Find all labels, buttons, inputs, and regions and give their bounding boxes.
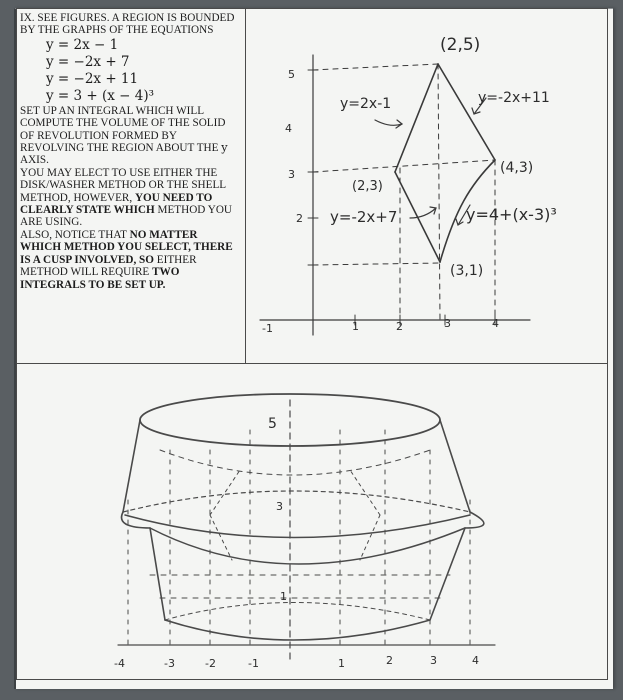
line-y-minus2x-11 (438, 64, 495, 160)
solid-x-tick-minus3: -3 (164, 657, 175, 670)
graph-x-tick-4: 4 (492, 317, 499, 330)
label-point-2-5: (2,5) (440, 35, 481, 55)
solid-x-tick-minus1: -1 (248, 657, 259, 670)
graph-x-tick-3: 3 (444, 317, 451, 330)
solid-x-tick-4: 4 (472, 654, 479, 667)
problem-heading: IX. SEE FIGURES. A REGION IS BOUNDED BY THE GRAPHS OF THE EQUATIONS (20, 12, 235, 37)
graph-x-tick-1: 1 (352, 320, 359, 333)
solid-x-tick-minus2: -2 (205, 657, 216, 670)
label-line-minus2x-11: y=-2x+11 (478, 90, 550, 106)
solid-x-tick-2: 2 (386, 654, 393, 667)
equation-2: y = −2x + 7 (46, 53, 130, 70)
instructions-2: YOU MAY ELECT TO USE EITHER THE DISK/WASHER METHOD OR THE SHELL METHOD, HOWEVER, YOU NEED TO CLEARLY STATE WHICH METHOD YOU ARE USING. (20, 166, 232, 229)
graph-x-tick-minus1: -1 (262, 322, 273, 335)
equation-3: y = −2x + 11 (46, 70, 139, 87)
label-line-minus2x-7: y=-2x+7 (330, 208, 398, 226)
solid-y-tick-5: 5 (268, 416, 277, 432)
graph-ticks (308, 70, 495, 325)
solid-y-tick-3: 3 (276, 500, 283, 513)
graph-y-tick-4: 4 (285, 122, 292, 135)
graph-y-tick-5: 5 (288, 68, 295, 81)
instructions-3: ALSO, NOTICE THAT NO MATTER WHICH METHOD YOU SELECT, THERE IS A CUSP INVOLVED, SO EITHER METHOD WILL REQUIRE TWO INTEGRALS TO BE SET UP. (20, 228, 233, 291)
solid-y-tick-1: 1 (280, 590, 287, 603)
graph-y-tick-3: 3 (288, 168, 295, 181)
label-point-4-3: (4,3) (500, 160, 534, 176)
solid-x-tick-minus4: -4 (114, 657, 125, 670)
graph-y-tick-2: 2 (296, 212, 303, 225)
equation-4: y = 3 + (x − 4)³ (46, 87, 155, 104)
graph-x-tick-2: 2 (396, 320, 403, 333)
label-point-3-1: (3,1) (450, 263, 484, 279)
line-y-2x-1 (395, 64, 438, 172)
equation-1: y = 2x − 1 (46, 36, 119, 53)
label-cubic: y=4+(x-3)³ (466, 205, 557, 224)
label-line-2x-1: y=2x-1 (340, 96, 392, 112)
solid-x-tick-1: 1 (338, 657, 345, 670)
instructions-1: SET UP AN INTEGRAL WHICH WILL COMPUTE THE VOLUME OF THE SOLID OF REVOLUTION FORMED BY REVOLVING THE REGION ABOUT THE y AXIS. (20, 104, 228, 167)
label-point-2-3: (2,3) (352, 179, 383, 194)
solid-x-tick-3: 3 (430, 654, 437, 667)
solid-of-revolution (118, 394, 495, 660)
